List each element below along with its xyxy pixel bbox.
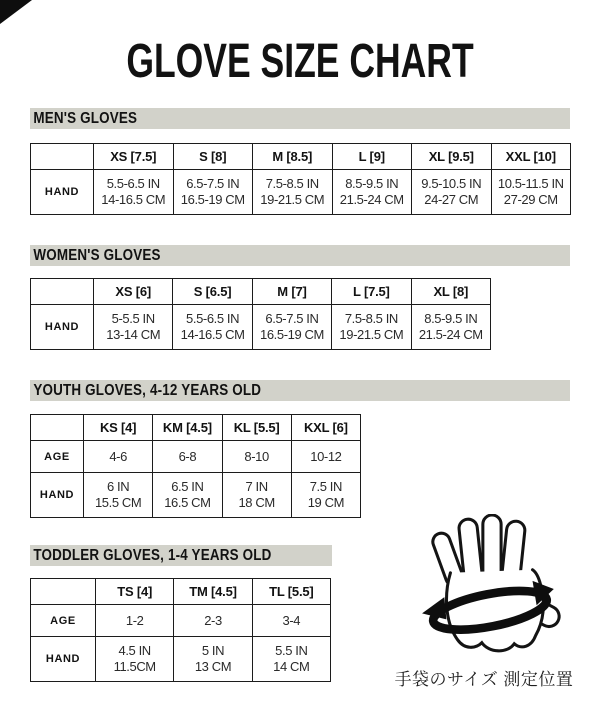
corner-cell [31,144,94,170]
mens-size-table [30,143,571,215]
size-column-header: TM [4.5] [174,579,252,605]
size-column-header: TL [5.5] [252,579,330,605]
section-bar-youth [30,380,570,401]
age-cell: 1-2 [96,605,174,637]
size-cell: 10.5-11.5 IN 27-29 CM [491,170,571,215]
section-heading-womens: WOMEN'S GLOVES [33,246,161,264]
size-cell: 6.5 IN 16.5 CM [153,473,222,518]
size-column-header: KL [5.5] [222,415,291,441]
size-column-header: L [9] [332,144,412,170]
toddler-size-table [30,578,331,682]
mens-header-row [31,144,571,170]
size-column-header: XL [9.5] [412,144,492,170]
row-label-age: AGE [31,441,84,473]
age-cell: 4-6 [84,441,153,473]
size-column-header: KS [4] [84,415,153,441]
size-column-header: KXL [6] [291,415,360,441]
age-cell: 8-10 [222,441,291,473]
row-label-hand: HAND [31,305,94,350]
size-cell: 7.5-8.5 IN 19-21.5 CM [332,305,411,350]
size-cell: 5.5-6.5 IN 14-16.5 CM [173,305,252,350]
section-heading-mens: MEN'S GLOVES [33,109,138,127]
size-column-header: S [6.5] [173,279,252,305]
corner-fold-mark [0,0,32,24]
youth-size-table [30,414,361,518]
age-cell: 10-12 [291,441,360,473]
mens-hand-row [31,170,571,215]
corner-cell [31,579,96,605]
size-cell: 6 IN 15.5 CM [84,473,153,518]
size-cell: 5 IN 13 CM [174,637,252,682]
size-column-header: XS [6] [94,279,173,305]
womens-hand-row [31,305,491,350]
age-cell: 3-4 [252,605,330,637]
hand-measurement-icon [418,514,568,664]
size-cell: 6.5-7.5 IN 16.5-19 CM [252,305,331,350]
youth-header-row [31,415,361,441]
toddler-age-row [31,605,331,637]
size-cell: 7.5-8.5 IN 19-21.5 CM [253,170,333,215]
size-cell: 8.5-9.5 IN 21.5-24 CM [411,305,490,350]
age-cell: 2-3 [174,605,252,637]
row-label-hand: HAND [31,473,84,518]
womens-header-row [31,279,491,305]
size-column-header: TS [4] [96,579,174,605]
section-heading-toddler: TODDLER GLOVES, 1-4 YEARS OLD [33,546,272,564]
page-title: GLOVE SIZE CHART [126,35,474,88]
section-heading-youth: YOUTH GLOVES, 4-12 YEARS OLD [33,381,262,399]
section-bar-mens [30,108,570,129]
size-column-header: M [7] [252,279,331,305]
age-cell: 6-8 [153,441,222,473]
size-cell: 6.5-7.5 IN 16.5-19 CM [173,170,253,215]
size-column-header: L [7.5] [332,279,411,305]
row-label-hand: HAND [31,637,96,682]
size-cell: 5-5.5 IN 13-14 CM [94,305,173,350]
hand-caption: 手袋のサイズ 測定位置 [394,670,574,689]
section-bar-toddler [30,545,332,566]
size-column-header: XXL [10] [491,144,571,170]
toddler-header-row [31,579,331,605]
row-label-age: AGE [31,605,96,637]
corner-cell [31,415,84,441]
size-column-header: M [8.5] [253,144,333,170]
size-cell: 4.5 IN 11.5CM [96,637,174,682]
size-column-header: XL [8] [411,279,490,305]
corner-cell [31,279,94,305]
toddler-hand-row [31,637,331,682]
size-column-header: XS [7.5] [94,144,174,170]
size-cell: 5.5 IN 14 CM [252,637,330,682]
youth-hand-row [31,473,361,518]
size-cell: 9.5-10.5 IN 24-27 CM [412,170,492,215]
size-cell: 5.5-6.5 IN 14-16.5 CM [94,170,174,215]
size-cell: 8.5-9.5 IN 21.5-24 CM [332,170,412,215]
section-bar-womens [30,245,570,266]
size-cell: 7 IN 18 CM [222,473,291,518]
size-column-header: S [8] [173,144,253,170]
row-label-hand: HAND [31,170,94,215]
womens-size-table [30,278,491,350]
size-column-header: KM [4.5] [153,415,222,441]
youth-age-row [31,441,361,473]
size-cell: 7.5 IN 19 CM [291,473,360,518]
